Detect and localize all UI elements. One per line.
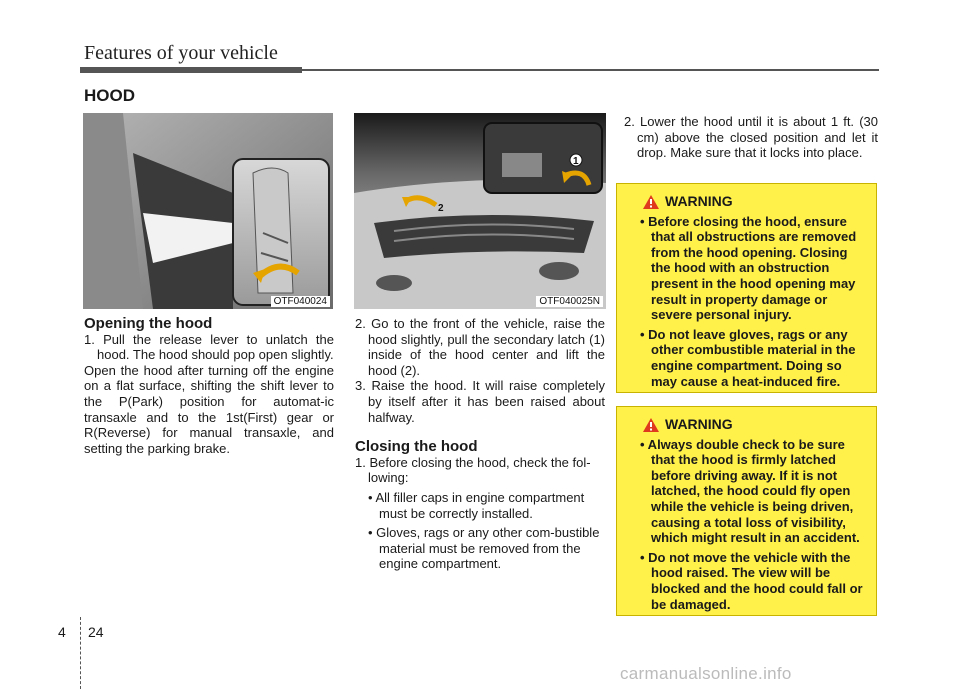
closing-step-2-block — [624, 114, 878, 161]
opening-step-3: 3. Raise the hood. It will raise completely by itself after it has been raised about halfway. — [355, 378, 605, 425]
warning-header — [643, 194, 866, 210]
closing-step-1: 1. Before closing the hood, check the fol-lowing: — [355, 454, 591, 486]
photo-caption: OTF040025N — [536, 296, 603, 307]
warning-triangle-icon — [643, 195, 659, 209]
watermark: carmanualsonline.info — [620, 664, 792, 683]
closing-step-2: 2. Lower the hood until it is about 1 ft. (30 cm) above the closed position and let it drop. Make sure that it locks into place. — [624, 114, 878, 161]
warning-item: • Before closing the hood, ensure that all obstructions are removed from the hood opening. Closing the hood with an obstruction present in the hood opening may result in property damage or severe personal injury. — [640, 213, 857, 323]
closing-bullet-1: • All filler caps in engine compartment must be correctly installed. — [368, 489, 585, 521]
warning-item: • Do not leave gloves, rags or any other combustible material in the engine compartment. Doing so may cause a heat-induced fire. — [640, 326, 856, 389]
closing-heading: Closing the hood — [355, 438, 478, 456]
warning-triangle-icon — [643, 418, 659, 432]
hood-label-2: 2 — [438, 203, 444, 214]
header-rule — [80, 67, 302, 73]
vehicle-front-illustration — [354, 113, 606, 309]
photo-caption: OTF040024 — [271, 296, 330, 307]
section-title: HOOD — [84, 86, 135, 105]
warning-item: • Always double check to be sure that the hood is firmly latched before driving away. If it is not latched, the hood could fly open while the vehicle is being driven, causing a total loss of visibility, which might result in an accident. — [640, 436, 860, 546]
section-number: 4 — [58, 624, 66, 640]
opening-paragraph: Open the hood after turning off the engine on a flat surface, shifting the shift lever to the P(Park) position for automat-ic transaxle and to the 1st(First) gear or R(Reverse) for manual transaxle, and setting the parking brake. — [84, 362, 334, 456]
middle-column — [355, 316, 605, 572]
opening-section — [84, 316, 334, 456]
closing-bullet-2: • Gloves, rags or any other com-bustible material must be removed from the engine compartment. — [368, 525, 600, 572]
latch-label-1: 1 — [573, 156, 579, 167]
page-header-title: Features of your vehicle — [84, 42, 278, 64]
warning-box-1 — [616, 183, 877, 393]
page-number: 24 — [88, 624, 104, 640]
warning-item: • Do not move the vehicle with the hood raised. The view will be blocked and the hood could fall or be damaged. — [640, 549, 863, 612]
hood-release-illustration — [83, 113, 333, 309]
warning-header — [643, 417, 866, 433]
vehicle-front-photo — [354, 113, 606, 309]
opening-step-1: 1. Pull the release lever to unlatch the hood. The hood should pop open slightly. — [84, 331, 334, 363]
warning-title: WARNING — [665, 193, 733, 209]
warning-box-2 — [616, 406, 877, 616]
header-rule-thin — [302, 69, 879, 71]
opening-step-2: 2. Go to the front of the vehicle, raise the hood slightly, pull the secondary latch (1) inside of the hood center and lift the hood (2). — [355, 316, 605, 378]
opening-heading: Opening the hood — [84, 315, 213, 332]
footer-divider — [80, 617, 81, 689]
hood-release-lever-photo — [83, 113, 333, 309]
warning-title: WARNING — [665, 416, 733, 432]
